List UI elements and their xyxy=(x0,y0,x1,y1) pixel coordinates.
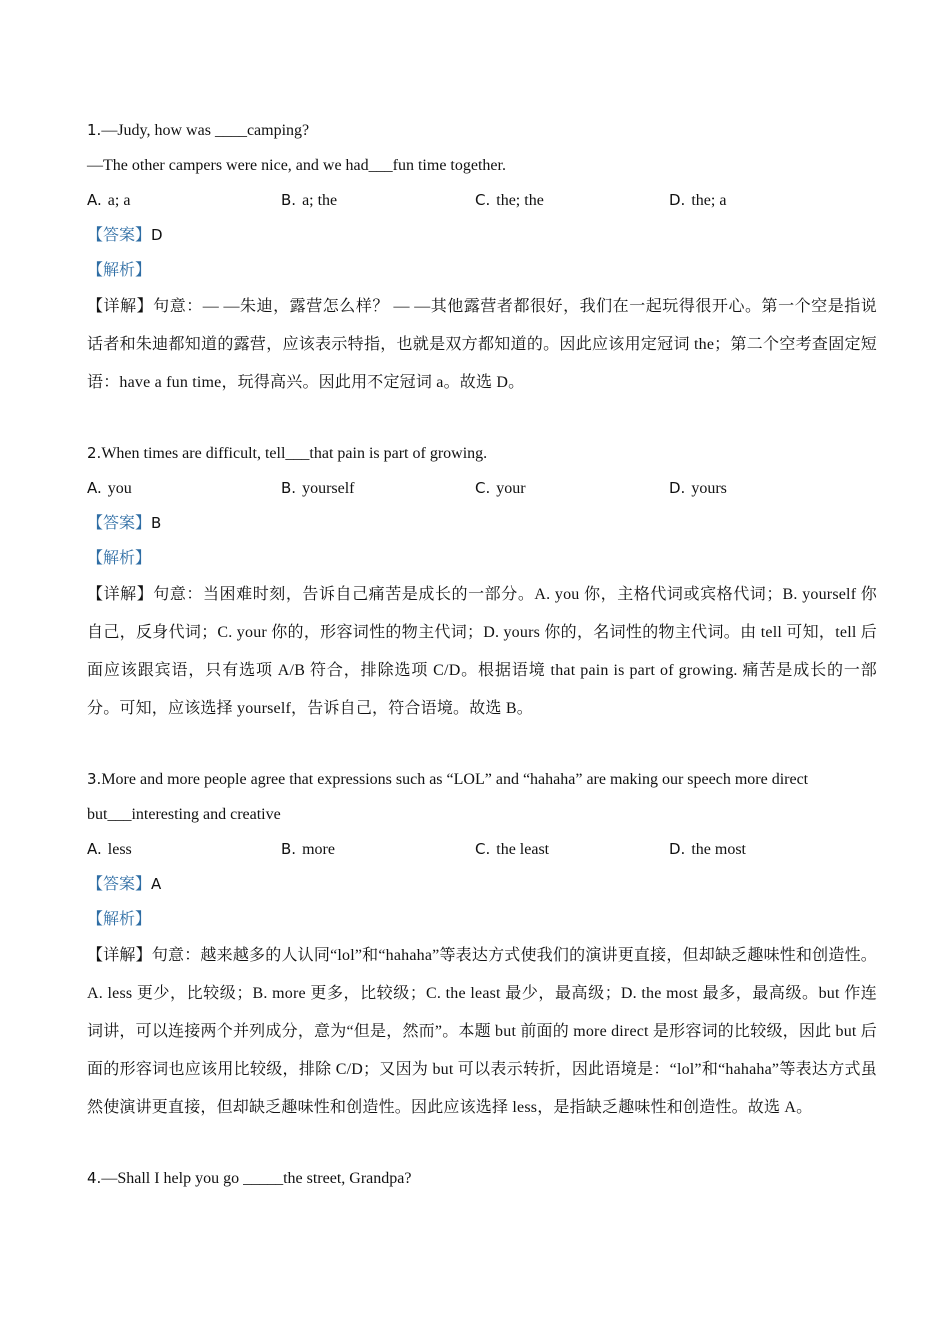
option-a: A. less xyxy=(87,840,132,858)
analysis-label: 【解析】 xyxy=(87,911,152,928)
question-stem: 2.When times are difficult, tell___that pain is part of growing. xyxy=(87,444,488,462)
answer-value: D xyxy=(151,226,163,244)
analysis-label: 【解析】 xyxy=(87,262,152,279)
question-stem-line: but___interesting and creative xyxy=(87,806,281,823)
option-b: B. yourself xyxy=(281,479,355,497)
detail-explanation: 【详解】句意：越来越多的人认同“lol”和“hahaha”等表达方式使我们的演讲更直接，但却缺乏趣味性和创造性。A. less 更少，比较级；B. more 更多，比较级；C. the least 最少，最高级；D. the most 最多，最高级。but 作连词讲，可以连接两个并列成分，意为“但是，然而”。本题 but 前面的 more direct 是形容词的比较级，因此 but 后面的形容词也应该用比较级，排除 C/D；又因为 but 可以表示转折，因此语境是：“lol”和“hahaha”等表达方式虽然使演讲更直接，但却缺乏趣味性和创造性。因此应该选择 less，是指缺乏趣味性和创造性。故选 A。 xyxy=(87,947,877,1116)
answer-line: 【答案】B xyxy=(87,514,162,532)
option-d: D. the most xyxy=(669,840,746,858)
answer-line: 【答案】A xyxy=(87,875,162,893)
question-stem: 3.More and more people agree that expressions such as “LOL” and “hahaha” are making our speech more direct xyxy=(87,770,809,788)
option-d: D. the; a xyxy=(669,191,727,209)
option-c: C. the least xyxy=(475,840,550,858)
answer-value: B xyxy=(151,514,162,532)
question-number: 2. xyxy=(87,444,102,462)
option-d: D. yours xyxy=(669,479,727,497)
options-row xyxy=(87,471,877,506)
option-a: A. a; a xyxy=(87,191,131,209)
analysis-label: 【解析】 xyxy=(87,550,152,567)
question-number: 4. xyxy=(87,1169,102,1187)
detail-explanation: 【详解】句意：当困难时刻，告诉自己痛苦是成长的一部分。A. you 你，主格代词或宾格代词；B. yourself 你自己，反身代词；C. your 你的，形容词性的物主代词；D. yours 你的，名词性的物主代词。由 tell 可知，tell 后面应该跟宾语，只有选项 A/B 符合，排除选项 C/D。根据语境 that pain is part of growing. 痛苦是成长的一部分。可知，应该选择 yourself，告诉自己，符合语境。故选 B。 xyxy=(87,586,877,717)
document-page xyxy=(87,113,877,1230)
question-2 xyxy=(87,436,877,728)
question-4 xyxy=(87,1161,877,1196)
detail-explanation: 【详解】句意：— —朱迪，露营怎么样？ — —其他露营者都很好，我们在一起玩得很开心。第一个空是指说话者和朱迪都知道的露营，应该表示特指，也就是双方都知道的。因此应该用定冠词 the；第二个空考查固定短语：have a fun time，玩得高兴。因此用不定冠词 a。故选 D。 xyxy=(87,298,877,391)
question-stem-line: —The other campers were nice, and we had___fun time together. xyxy=(87,157,506,174)
question-number: 3. xyxy=(87,770,102,788)
answer-line: 【答案】D xyxy=(87,226,163,244)
question-stem: 4.—Shall I help you go _____the street, Grandpa? xyxy=(87,1169,412,1187)
option-c: C. your xyxy=(475,479,526,497)
question-number: 1. xyxy=(87,121,102,139)
question-3 xyxy=(87,762,877,1127)
question-stem: 1.—Judy, how was ____camping? xyxy=(87,121,310,139)
option-b: B. more xyxy=(281,840,335,858)
option-b: B. a; the xyxy=(281,191,338,209)
option-c: C. the; the xyxy=(475,191,544,209)
question-1 xyxy=(87,113,877,402)
options-row xyxy=(87,832,877,867)
options-row xyxy=(87,183,877,218)
answer-value: A xyxy=(151,875,162,893)
option-a: A. you xyxy=(87,479,132,497)
